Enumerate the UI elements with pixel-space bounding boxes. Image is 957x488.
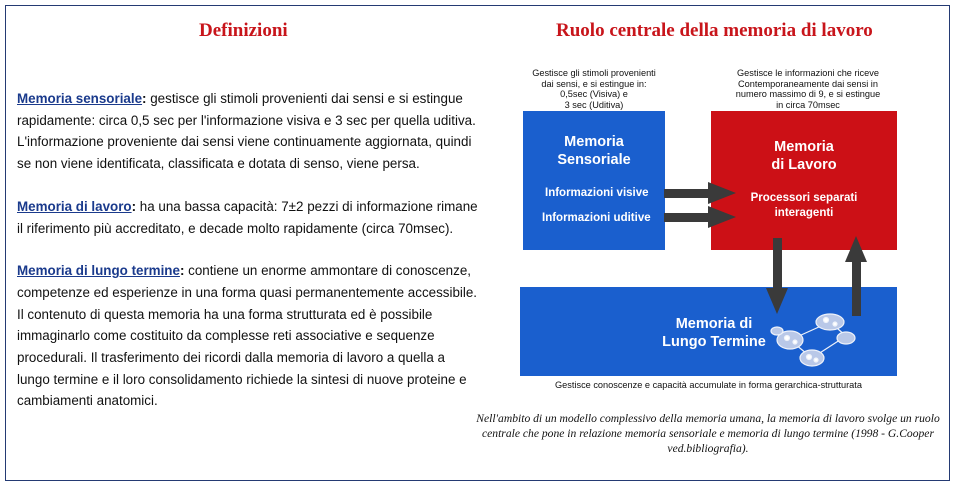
- working-note: Gestisce le informazioni che riceve Contemporaneamente dai sensi in numero massimo di 9, e si estingue in circa 70msec: [735, 68, 881, 110]
- arrow-auditory-icon: [664, 206, 736, 228]
- term-longterm: Memoria di lungo termine: [17, 263, 180, 279]
- definition-sensory-text: gestisce gli stimoli provenienti dai sensi e si estingue rapidamente: circa 0,5 sec per l'informazione visiva e 3 sec per quella uditiva. L'informazione proveniente dai sensi viene continuamente aggiornata, quindi se non viene identificata, classificata e dotata di senso, viene persa.: [17, 91, 476, 172]
- diagram-title: Ruolo centrale della memoria di lavoro: [556, 20, 873, 41]
- diagram-caption: Nell'ambito di un modello complessivo della memoria umana, la memoria di lavoro svolge un ruolo centrale che pone in relazione memoria sensoriale e memoria di lungo termine (1998 - G.Cooper ved.bibliografia).: [476, 412, 940, 455]
- separate-processors-label: Processori separati interagenti: [750, 192, 858, 219]
- working-memory-title: Memoria di Lavoro: [771, 139, 837, 173]
- arrow-visual-icon: [664, 182, 736, 204]
- definition-sensory: Memoria sensoriale: gestisce gli stimoli provenienti dai sensi e si estingue rapidamente: circa 0,5 sec per l'informazione visiva e 3 sec per quella uditiva. L'informazione proveniente dai sensi viene continuamente aggiornata, quindi se non viene identificata, classificata e dotata di senso, viene persa.: [17, 91, 476, 172]
- term-working: Memoria di lavoro: [17, 198, 132, 214]
- visual-info-label: Informazioni visive: [545, 187, 649, 199]
- auditory-info-label: Informazioni uditive: [542, 212, 651, 224]
- longterm-memory-title: Memoria di Lungo Termine: [662, 316, 766, 350]
- neuron-network-icon: [771, 314, 855, 366]
- longterm-note: Gestisce conoscenze e capacità accumulate in forma gerarchica-strutturata: [555, 380, 862, 390]
- arrow-up-icon: [845, 236, 867, 316]
- term-sensory: Memoria sensoriale: [17, 91, 143, 106]
- definition-working: Memoria di lavoro: ha una bassa capacità: 7±2 pezzi di informazione rimane il riferimento più accreditato, e decade molto rapidamente (circa 70msec).: [17, 198, 478, 236]
- sensory-memory-title: Memoria Sensoriale: [557, 134, 631, 168]
- arrow-down-icon: [766, 238, 788, 314]
- definition-longterm: Memoria di lungo termine: contiene un enorme ammontare di conoscenze, competenze ed esperienze in una forma quasi permanentemente accessibile. Il contenuto di questa memoria ha una forma strutturata ed è possibile immaginarlo come costituito da complesse reti associative e sequenze procedurali. Il trasferimento dei ricordi dalla memoria di lavoro a quella a lungo termine e il loro consolidamento richiede la sintesi di nuove proteine e cambiamenti anatomici.: [17, 263, 478, 409]
- definition-working-text: ha una bassa capacità: 7±2 pezzi di informazione rimane il riferimento più accreditato, e decade molto rapidamente (circa 70msec).: [17, 198, 478, 236]
- definitions-title: Definizioni: [199, 20, 288, 41]
- definition-longterm-text: contiene un enorme ammontare di conoscenze, competenze ed esperienze in una forma quasi permanentemente accessibile. Il contenuto di questa memoria ha una forma strutturata ed è possibile immaginarlo come costituito da complesse reti associative e sequenze procedurali. Il trasferimento dei ricordi dalla memoria di lavoro a quella a lungo termine e il loro consolidamento richiede la sintesi di nuove proteine e cambiamenti anatomici.: [17, 263, 478, 409]
- sensory-note: Gestisce gli stimoli provenienti dai sensi, e si estingue in: 0,5sec (Visiva) e 3 sec (Uditiva): [532, 68, 656, 110]
